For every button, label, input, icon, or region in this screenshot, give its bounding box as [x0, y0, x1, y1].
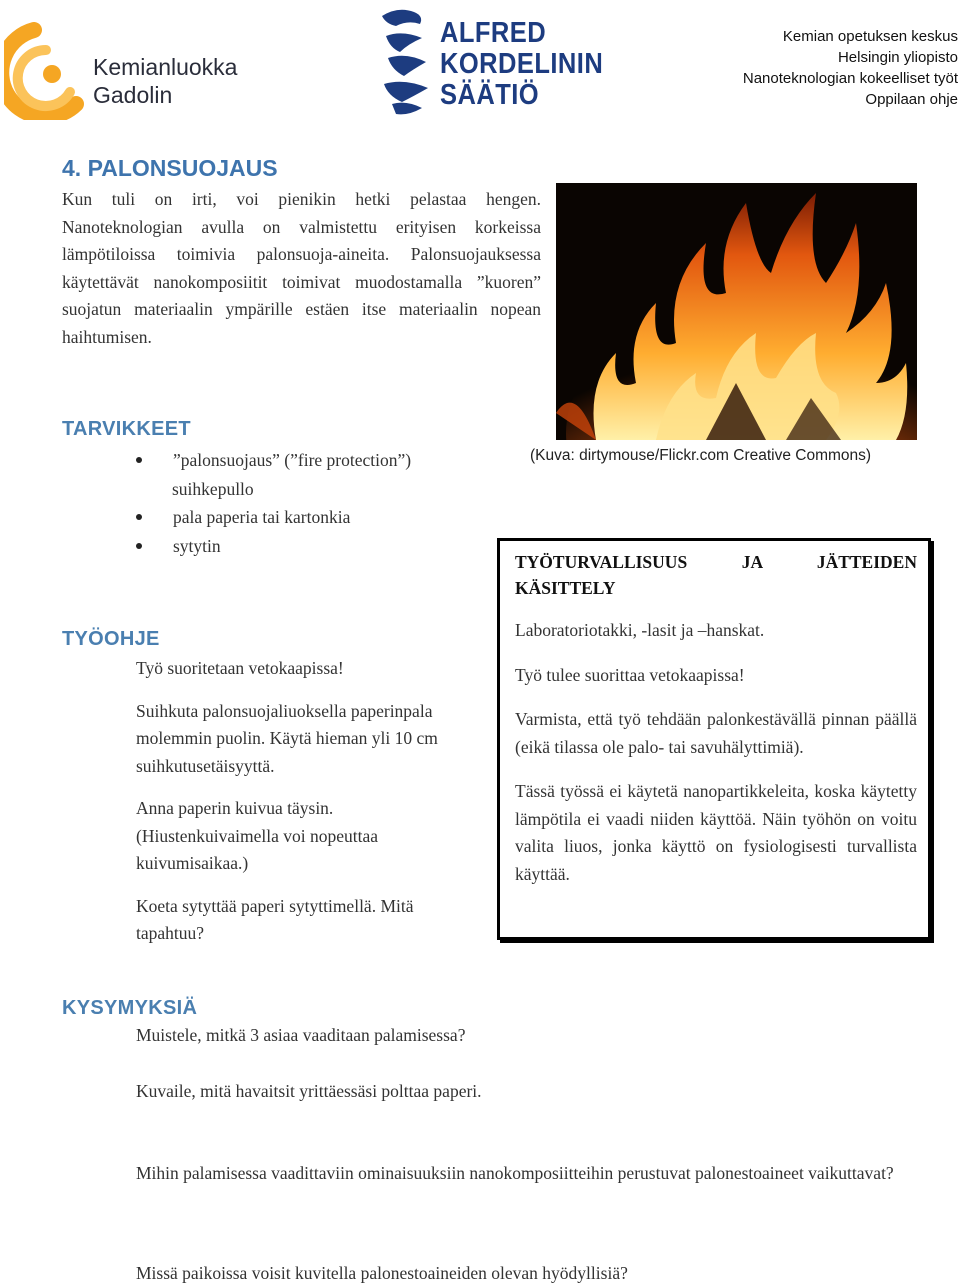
kordelin-logo-emblem: [378, 4, 434, 118]
question-4: Missä paikoissa voisit kuvitella palonestoaineiden olevan hyödyllisiä?: [136, 1263, 628, 1283]
supply-sub-item: suihkepullo: [172, 478, 254, 499]
safety-heading: [515, 549, 917, 601]
supply-item-2: pala paperia tai kartonkia: [173, 507, 351, 527]
step-3: Anna paperin kuivua täysin. (Hiustenkuivaimella voi nopeuttaa kuivumisaikaa.): [136, 798, 379, 873]
safety-paragraph-3: Varmista, että työ tehdään palonkestävällä pinnan päällä (eikä tilassa ole palo- tai savuhälyttimiä).: [515, 709, 917, 757]
step-1: Työ suoritetaan vetokaapissa!: [136, 658, 344, 678]
supply-item-1: ”palonsuojaus” (”fire protection”): [173, 450, 412, 470]
safety-box: [497, 538, 931, 940]
question-3: Mihin palamisessa vaadittaviin ominaisuuksiin nanokomposiitteihin perustuvat palonestoaineet vaikuttavat?: [136, 1163, 894, 1183]
image-caption: (Kuva: dirtymouse/Flickr.com Creative Commons): [530, 447, 872, 464]
header-line-4: Oppilaan ohje: [865, 91, 958, 108]
step-4: Koeta sytyttää paperi sytyttimellä. Mitä tapahtuu?: [136, 895, 414, 943]
gadolin-logo-icon: [4, 22, 90, 120]
logo2-line2: KORDELININ: [440, 48, 604, 80]
logo2-text: [440, 18, 603, 111]
safety-paragraph-2: Työ tulee suorittaa vetokaapissa!: [515, 664, 745, 685]
kordelin-emblem-icon: [378, 4, 434, 118]
safety-paragraph-4: Tässä työssä ei käytetä nanopartikkeleita, koska käytetty lämpötila ei vaadi niiden käyttöä. Näin työhön on voitu valita liuos, jonka käyttö on fysiologisesti turvallista käyttää.: [515, 781, 917, 884]
supply-item-3: sytytin: [173, 535, 221, 556]
logo1-text: [93, 53, 237, 109]
list-item: [130, 503, 490, 532]
kemianluokka-gadolin-logo: [4, 22, 90, 120]
list-item: [130, 446, 490, 475]
page-title: 4. PALONSUOJAUS: [62, 155, 278, 181]
bullet-icon: [136, 514, 142, 520]
question-2: Kuvaile, mitä havaitsit yrittäessäsi polttaa paperi.: [136, 1081, 482, 1101]
step-2: Suihkuta palonsuojaliuoksella paperinpala molemmin puolin. Käytä hieman yli 10 cm suihkutusetäisyyttä.: [136, 700, 438, 776]
header-line-3: Nanoteknologian kokeelliset työt: [742, 70, 958, 87]
logo1-line2: Gadolin: [93, 82, 173, 108]
instructions-steps: [136, 655, 476, 963]
logo1-line1: Kemianluokka: [93, 54, 238, 80]
instructions-heading: TYÖOHJE: [62, 628, 160, 650]
intro-paragraph: Kun tuli on irti, voi pienikin hetki pelastaa hengen. Nanoteknologian avulla on valmistettu erityisen korkeissa lämpötiloissa toimivia palonsuoja-aineita. Palonsuojauksessa käytettävät nanokomposiitit toimivat muodostamalla ”kuoren” suojatun materiaalin ympärille estäen itse materiaalin nopean haihtumisen.: [62, 189, 541, 347]
safety-heading-text: TYÖTURVALLISUUS JA JÄTTEIDEN KÄSITTELY: [515, 552, 917, 598]
questions-heading: KYSYMYKSIÄ: [62, 997, 198, 1019]
intro-text: [62, 186, 541, 351]
bullet-icon: [136, 543, 142, 549]
logo2-line3: SÄÄTIÖ: [440, 79, 540, 111]
bullet-icon: [136, 457, 142, 463]
header-info: [743, 26, 958, 110]
logo2-line1: ALFRED: [440, 17, 547, 49]
question-1: Muistele, mitkä 3 asiaa vaaditaan palamisessa?: [136, 1025, 466, 1045]
header-line-2: Helsingin yliopisto: [837, 49, 958, 66]
header-line-1: Kemian opetuksen keskus: [782, 28, 958, 45]
safety-paragraph-1: Laboratoriotakki, -lasit ja –hanskat.: [515, 620, 765, 640]
fire-photo: [556, 183, 917, 440]
safety-body: [515, 617, 917, 905]
supplies-list: [130, 446, 490, 560]
supplies-heading: TARVIKKEET: [62, 418, 191, 440]
list-item: [130, 532, 490, 561]
flame-image: [556, 183, 917, 440]
